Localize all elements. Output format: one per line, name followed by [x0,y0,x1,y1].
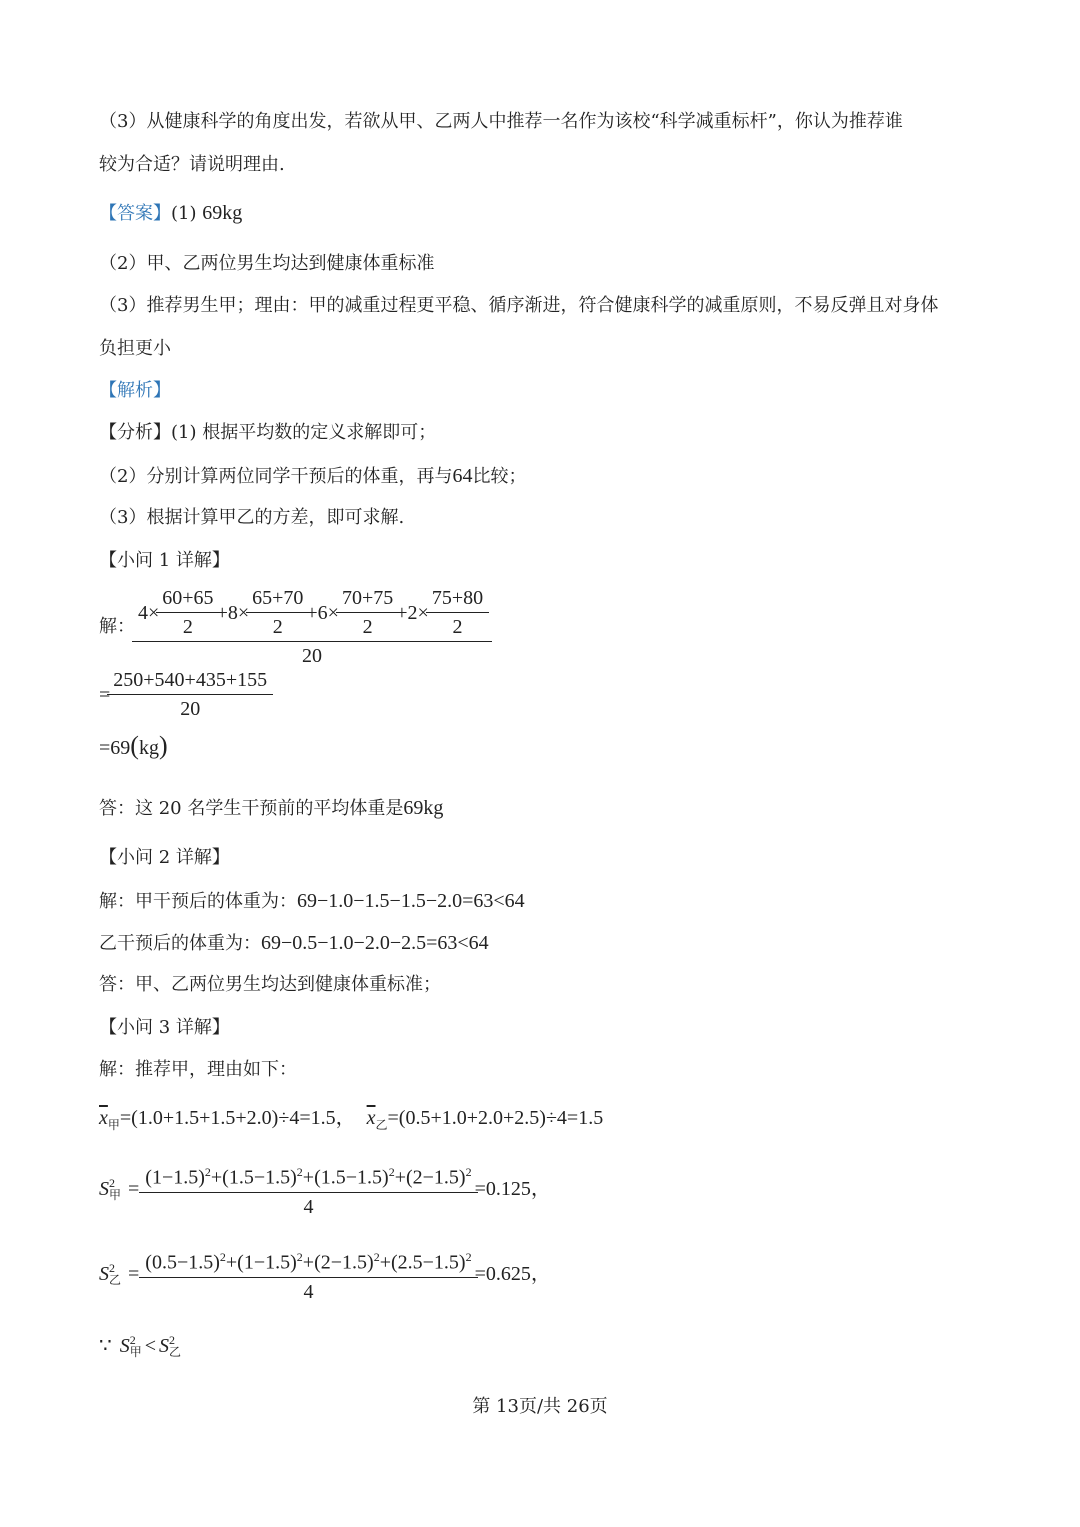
part-2-line-1-expr: 69−1.0−1.5−1.5−2.0=63<64 [297,890,525,912]
s-yi-numerator: $(0.5-1.5)^2+(1-1.5)^2+(2-1.5)^2+(2.5-1.5)^2$ [145,1250,472,1274]
step-2-den: 20 [107,694,273,721]
s-yi-sub: 乙 [109,1273,122,1288]
term-1-den: 2 [156,612,219,639]
mean-jia-var: $\overline{x}$ [99,1107,108,1129]
s-jia-den: 4 [139,1192,477,1219]
term-1-num: 60+65 [162,587,214,609]
s-jia-sup: 2 [109,1176,115,1191]
question-3-line-2: 较为合适？请说明理由. [99,154,285,175]
analysis-f2 [99,464,526,489]
fenxi-f2-number: 64 [452,465,473,487]
cmp-s-yi-var: S [159,1335,170,1357]
s-yi-fraction [142,1245,474,1304]
step-2-num: 250+540+435+155 [113,669,268,691]
part-2-line-2-expr: 69−0.5−1.0−2.0−2.5=63<64 [261,932,489,954]
s-yi-sup: 2 [109,1261,115,1276]
term-2-num: 65+70 [252,587,304,609]
part-1-jie: 解： [99,616,135,637]
s-yi-term-3: +(2−1.5) [302,1251,374,1274]
cmp-s-yi-sup: 2 [169,1333,176,1347]
step-2-eq: = [99,683,111,706]
s-yi-term-2: +(1−1.5) [225,1251,297,1274]
part-2-conclusion: 答：甲、乙两位男生均达到健康体重标准； [99,974,441,995]
fenxi-f2-text-b: 比较； [472,466,527,487]
term-2-fraction [249,586,306,639]
cmp-s-jia-sub: 甲 [129,1345,142,1359]
part-1-step-3: =69(kg) [99,731,168,760]
part-1-conclusion [99,796,443,821]
cmp-s-jia-sup: 2 [129,1333,136,1347]
s-jia-sub: 甲 [109,1188,122,1203]
s-jia-fraction [142,1160,474,1219]
question-3-line-1: （3）从健康科学的角度出发，若欲从甲、乙两人中推荐一名作为该校“科学减重标杆”，你认为推荐谁 [99,111,903,132]
term-1-fraction [159,586,216,639]
fenxi-f2-text-a: （2）分别计算两位同学干预后的体重，再与 [99,466,453,487]
step-3-unit: kg [138,737,159,759]
term-4-fraction [429,586,486,639]
term-2-den: 2 [246,612,309,639]
cmp-s-yi-sub: 乙 [169,1345,182,1359]
answer-1 [99,201,242,226]
term-1-coef: 4× [138,601,160,624]
part-1-conclusion-value: 69kg [403,797,444,819]
mean-main-denominator: 20 [132,641,492,668]
less-than-symbol: < [144,1335,157,1357]
mean-yi-sub: 乙 [375,1118,388,1132]
cmp-s-jia-var: S [119,1335,130,1357]
s-yi-var: S [99,1263,109,1286]
part-3-heading: 【小问 3 详解】 [99,1017,230,1038]
step-3-value: =69 [99,737,131,759]
mean-yi-var: $\overline{x}$ [366,1107,376,1129]
s-yi-term-1: (0.5−1.5) [145,1251,220,1274]
s-jia-term-1: (1−1.5) [145,1166,205,1189]
answer-tag: 【答案】 [99,203,171,224]
answer-1-prefix: (1) [171,203,203,224]
answer-2: （2）甲、乙两位男生均达到健康体重标准 [99,253,435,274]
variance-comparison [99,1334,181,1358]
s-jia-term-3: +(1.5−1.5) [302,1166,389,1189]
part-2-heading: 【小问 2 详解】 [99,847,230,868]
mean-jia-expr: =(1.0+1.5+1.5+2.0)÷4=1.5， [119,1107,356,1129]
page-footer: 第 13页/共 26页 [472,1396,608,1417]
part-2-line-2-text: 乙干预后的体重为： [99,933,261,954]
analysis-f1 [99,421,436,445]
fenxi-f1-text: (1) 根据平均数的定义求解即可； [171,422,437,443]
because-symbol: ∵ [99,1335,112,1357]
mean-jia-sub: 甲 [107,1118,120,1132]
variance-yi: S 2 乙 = $\frac{(0.5-1.5)^2+(1-1.5)^2+(2-1.5)^2+(2.5-1.5)^2}{4}$ =0.625， [99,1245,551,1304]
part-2-line-1-text: 解：甲干预后的体重为： [99,891,297,912]
analysis-f3: （3）根据计算甲乙的方差，即可求解. [99,507,405,528]
term-4 [396,586,486,639]
answer-3-line-2: 负担更小 [99,338,171,359]
term-3-den: 2 [336,612,399,639]
term-3-num: 70+75 [341,587,394,609]
part-1-heading: 【小问 1 详解】 [99,550,230,571]
part-2-line-2 [99,931,489,956]
mean-main-fraction [135,586,489,668]
term-4-num: 75+80 [431,587,484,609]
analysis-tag: 【解析】 [99,380,171,401]
part-3-line-1: 解：推荐甲，理由如下： [99,1059,297,1080]
fenxi-tag: 【分析】 [99,422,171,443]
term-3-coef: +6× [306,601,339,624]
term-3 [306,586,396,639]
mean-yi-expr: =(0.5+1.0+2.0+2.5)÷4=1.5 [387,1107,604,1129]
step-2-fraction [110,668,270,721]
part-3-means [99,1106,603,1137]
term-4-coef: +2× [396,601,429,624]
term-2 [217,586,307,639]
s-jia-var: S [99,1178,109,1201]
part-1-formula [99,586,489,668]
s-yi-term-4: +(2.5−1.5) [379,1251,466,1274]
term-4-den: 2 [426,612,489,639]
s-jia-term-4: +(2−1.5) [394,1166,466,1189]
s-jia-result: =0.125， [474,1178,551,1201]
answer-1-value: 69kg [202,202,243,224]
term-3-fraction [339,586,396,639]
s-yi-den: 4 [139,1277,477,1304]
answer-3-line-1: （3）推荐男生甲；理由：甲的减重过程更平稳、循序渐进，符合健康科学的减重原则，不易反弹且对身体 [99,295,939,316]
s-jia-numerator: $(1-1.5)^2+(1.5-1.5)^2+(1.5-1.5)^2+(2-1.5)^2$ [145,1165,472,1189]
part-1-conclusion-text: 答：这 20 名学生干预前的平均体重是 [99,798,404,819]
term-2-coef: +8× [216,601,250,624]
part-2-line-1 [99,889,525,914]
part-1-step-2 [99,668,270,721]
variance-jia: S 2 甲 = $\frac{(1-1.5)^2+(1.5-1.5)^2+(1.5-1.5)^2+(2-1.5)^2}{4}$ =0.125， [99,1160,551,1219]
term-1 [138,586,217,639]
s-yi-result: =0.625， [474,1263,551,1286]
s-jia-term-2: +(1.5−1.5) [210,1166,297,1189]
mean-main-numerator [135,586,489,641]
